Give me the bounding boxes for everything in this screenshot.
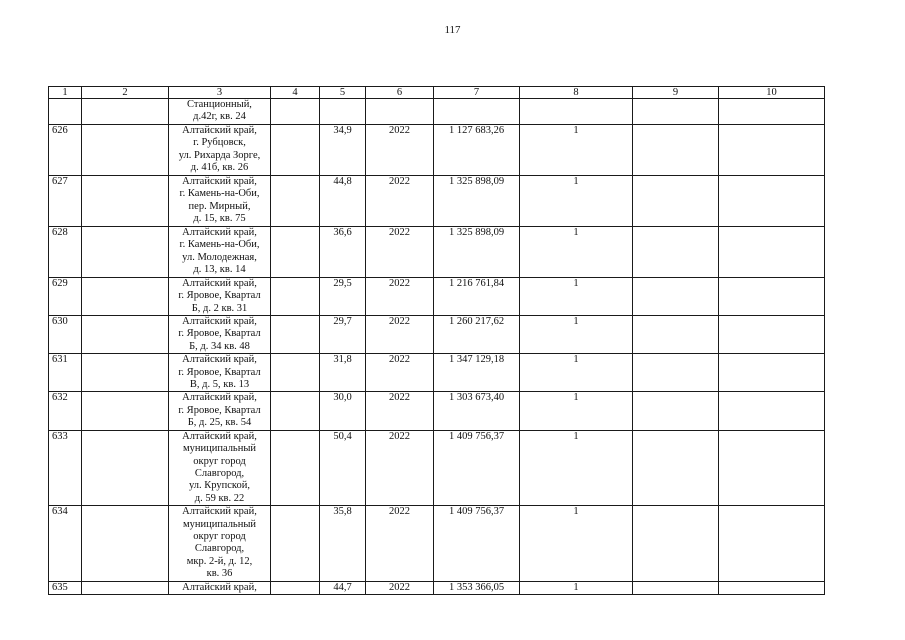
cell-col4 (271, 392, 320, 430)
address-line: г. Яровое, Квартал (178, 404, 261, 416)
address-line: Алтайский край, (182, 581, 257, 593)
address-line: Алтайский край, (182, 392, 257, 404)
year-cell: 2022 (366, 316, 434, 354)
address-line: Алтайский край, (182, 354, 257, 366)
header-row (49, 87, 825, 99)
table-row (49, 124, 825, 175)
cell-col10 (719, 99, 825, 125)
year-cell: 2022 (366, 430, 434, 505)
count-cell: 1 (520, 354, 633, 392)
area-cell: 36,6 (320, 226, 366, 277)
address-line: д. 15, кв. 75 (193, 213, 246, 225)
count-cell: 1 (520, 226, 633, 277)
address-line: г. Яровое, Квартал (178, 290, 261, 302)
area-cell: 34,9 (320, 124, 366, 175)
col-header: 7 (434, 87, 520, 99)
address-line: Б, д. 25, кв. 54 (187, 417, 252, 429)
area-cell: 30,0 (320, 392, 366, 430)
cell-col2 (82, 124, 169, 175)
address-line: Алтайский край, (182, 175, 257, 187)
cell-col2 (82, 506, 169, 581)
cell-col4 (271, 124, 320, 175)
count-cell: 1 (520, 392, 633, 430)
cell-col10 (719, 506, 825, 581)
cell-col9 (633, 430, 719, 505)
price-cell: 1 303 673,40 (434, 392, 520, 430)
address-line: муниципальный (182, 443, 257, 455)
address-line: г. Камень-на-Оби, (179, 188, 260, 200)
cell-col2 (82, 581, 169, 594)
table-row (49, 430, 825, 505)
address-line: округ город (193, 455, 246, 467)
count-cell: 1 (520, 277, 633, 315)
address-line: ул. Молодежная, (182, 251, 257, 263)
area-cell: 50,4 (320, 430, 366, 505)
address-cell (169, 175, 271, 226)
cell-col9 (633, 392, 719, 430)
cell-col10 (719, 581, 825, 594)
address-line: кв. 36 (206, 568, 233, 580)
row-number: 634 (49, 506, 82, 581)
year-cell: 2022 (366, 175, 434, 226)
row-number: 626 (49, 124, 82, 175)
cell-col2 (82, 392, 169, 430)
address-line: г. Яровое, Квартал (178, 366, 261, 378)
price-cell: 1 260 217,62 (434, 316, 520, 354)
price-cell: 1 216 761,84 (434, 277, 520, 315)
address-line: Станционный, (187, 99, 252, 110)
address-cell (169, 316, 271, 354)
address-cell (169, 277, 271, 315)
price-cell (434, 99, 520, 125)
cell-col10 (719, 354, 825, 392)
cell-col10 (719, 175, 825, 226)
address-line: муниципальный (182, 518, 257, 530)
year-cell: 2022 (366, 581, 434, 594)
cell-col10 (719, 316, 825, 354)
cell-col4 (271, 581, 320, 594)
col-header: 8 (520, 87, 633, 99)
price-cell: 1 409 756,37 (434, 506, 520, 581)
year-cell: 2022 (366, 392, 434, 430)
col-header: 2 (82, 87, 169, 99)
cell-col9 (633, 506, 719, 581)
cell-col2 (82, 430, 169, 505)
cell-col10 (719, 277, 825, 315)
count-cell (520, 99, 633, 125)
price-cell: 1 127 683,26 (434, 124, 520, 175)
area-cell: 29,5 (320, 277, 366, 315)
cell-col2 (82, 175, 169, 226)
area-cell (320, 99, 366, 125)
year-cell: 2022 (366, 277, 434, 315)
row-number: 631 (49, 354, 82, 392)
page-number: 117 (444, 24, 461, 36)
address-line: Алтайский край, (182, 316, 257, 328)
col-header: 6 (366, 87, 434, 99)
address-line: Алтайский край, (182, 124, 257, 136)
area-cell: 35,8 (320, 506, 366, 581)
address-cell (169, 354, 271, 392)
count-cell: 1 (520, 581, 633, 594)
address-cell (169, 99, 271, 125)
table-row (49, 226, 825, 277)
address-line: Б, д. 2 кв. 31 (191, 302, 248, 314)
address-line: Алтайский край, (182, 226, 257, 238)
address-cell (169, 506, 271, 581)
col-header: 4 (271, 87, 320, 99)
col-header: 10 (719, 87, 825, 99)
table-row (49, 316, 825, 354)
cell-col9 (633, 124, 719, 175)
address-line: округ город (193, 530, 246, 542)
cell-col4 (271, 175, 320, 226)
address-line: г. Яровое, Квартал (178, 328, 261, 340)
year-cell: 2022 (366, 226, 434, 277)
table-row (49, 277, 825, 315)
year-cell: 2022 (366, 506, 434, 581)
price-cell: 1 347 129,18 (434, 354, 520, 392)
address-line: д. 13, кв. 14 (193, 264, 246, 276)
col-header: 9 (633, 87, 719, 99)
address-line: Алтайский край, (182, 277, 257, 289)
price-cell: 1 353 366,05 (434, 581, 520, 594)
year-cell (366, 99, 434, 125)
cell-col9 (633, 277, 719, 315)
address-cell (169, 581, 271, 594)
price-cell: 1 325 898,09 (434, 226, 520, 277)
year-cell: 2022 (366, 124, 434, 175)
cell-col10 (719, 430, 825, 505)
address-cell (169, 430, 271, 505)
cell-col9 (633, 581, 719, 594)
address-line: Славгород, (194, 543, 245, 555)
cell-col9 (633, 99, 719, 125)
price-cell: 1 409 756,37 (434, 430, 520, 505)
cell-col4 (271, 99, 320, 125)
cell-col2 (82, 99, 169, 125)
cell-col2 (82, 316, 169, 354)
address-line: мкр. 2-й, д. 12, (186, 555, 253, 567)
property-table (48, 86, 825, 595)
address-line: д. 41б, кв. 26 (190, 162, 249, 174)
table-row (49, 354, 825, 392)
cell-col4 (271, 226, 320, 277)
address-line: Алтайский край, (182, 430, 257, 442)
col-header: 3 (169, 87, 271, 99)
cell-col10 (719, 392, 825, 430)
table-body (49, 99, 825, 595)
table-row (49, 99, 825, 125)
address-cell (169, 392, 271, 430)
row-number: 627 (49, 175, 82, 226)
row-number: 632 (49, 392, 82, 430)
address-line: г. Рубцовск, (193, 137, 246, 149)
address-line: г. Камень-на-Оби, (179, 239, 260, 251)
count-cell: 1 (520, 175, 633, 226)
cell-col4 (271, 506, 320, 581)
table-row (49, 392, 825, 430)
address-line: пер. Мирный, (188, 200, 251, 212)
cell-col10 (719, 124, 825, 175)
cell-col4 (271, 354, 320, 392)
table-row (49, 581, 825, 594)
price-cell: 1 325 898,09 (434, 175, 520, 226)
count-cell: 1 (520, 316, 633, 354)
table-row (49, 506, 825, 581)
cell-col2 (82, 277, 169, 315)
row-number: 628 (49, 226, 82, 277)
row-number: 635 (49, 581, 82, 594)
address-line: Алтайский край, (182, 506, 257, 518)
row-number (49, 99, 82, 125)
count-cell: 1 (520, 430, 633, 505)
col-header: 1 (49, 87, 82, 99)
address-line: Б, д. 34 кв. 48 (189, 340, 250, 352)
area-cell: 44,8 (320, 175, 366, 226)
year-cell: 2022 (366, 354, 434, 392)
table-row (49, 175, 825, 226)
cell-col9 (633, 226, 719, 277)
area-cell: 29,7 (320, 316, 366, 354)
cell-col9 (633, 316, 719, 354)
cell-col10 (719, 226, 825, 277)
row-number: 630 (49, 316, 82, 354)
cell-col2 (82, 226, 169, 277)
row-number: 629 (49, 277, 82, 315)
address-line: ул. Крупской, (189, 480, 250, 492)
address-line: д. 59 кв. 22 (194, 492, 245, 504)
count-cell: 1 (520, 124, 633, 175)
cell-col4 (271, 277, 320, 315)
cell-col9 (633, 175, 719, 226)
cell-col4 (271, 316, 320, 354)
address-cell (169, 124, 271, 175)
address-line: Славгород, (194, 467, 245, 479)
count-cell: 1 (520, 506, 633, 581)
address-line: В, д. 5, кв. 13 (189, 379, 250, 391)
cell-col2 (82, 354, 169, 392)
area-cell: 44,7 (320, 581, 366, 594)
area-cell: 31,8 (320, 354, 366, 392)
address-line: д.42г, кв. 24 (193, 111, 246, 123)
cell-col4 (271, 430, 320, 505)
row-number: 633 (49, 430, 82, 505)
address-line: ул. Рихарда Зорге, (178, 149, 261, 161)
col-header: 5 (320, 87, 366, 99)
cell-col9 (633, 354, 719, 392)
address-cell (169, 226, 271, 277)
